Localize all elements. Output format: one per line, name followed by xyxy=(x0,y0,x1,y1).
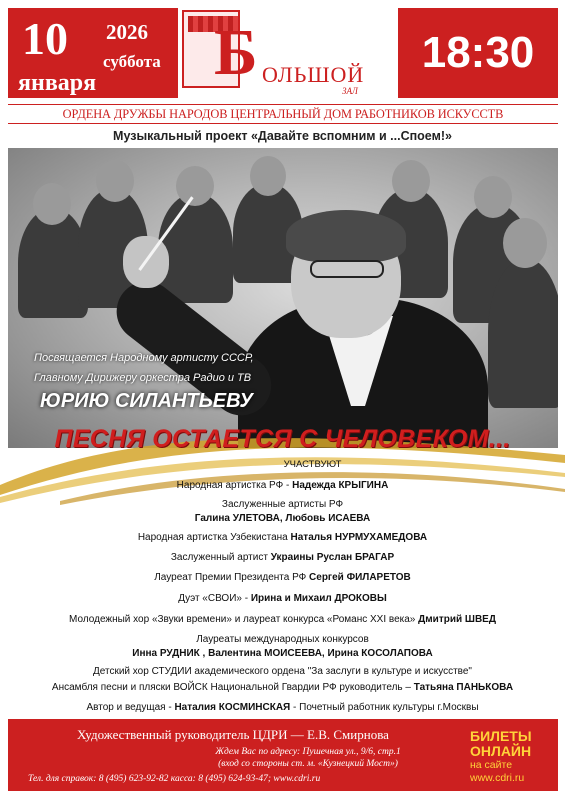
performer-names: Татьяна ПАНЬКОВА xyxy=(413,682,514,693)
performer-names: Дмитрий ШВЕД xyxy=(418,614,496,625)
performer-line xyxy=(0,551,565,564)
performer-names: Наталия КОСМИНСКАЯ xyxy=(174,702,291,713)
musician-head xyxy=(474,176,512,218)
performer-line xyxy=(0,531,565,544)
performer-names: Украины Руслан БРАГАР xyxy=(270,552,395,563)
logo-word: ОЛЬШОЙ xyxy=(262,62,365,87)
performer-names: Надежда КРЫГИНА xyxy=(292,480,389,491)
performer-role: Ансамбля песни и пляски ВОЙСК Национальной Гвардии РФ руководитель – xyxy=(51,682,414,693)
site-link[interactable]: www.cdri.ru xyxy=(470,772,525,784)
performer-role: Заслуженные артисты РФ xyxy=(221,499,344,510)
musician-head xyxy=(176,166,214,206)
musician-head xyxy=(250,156,286,196)
bolshoi-zal-logo xyxy=(182,10,387,100)
header xyxy=(0,0,565,102)
performer-role: Дуэт «СВОИ» - xyxy=(178,593,251,604)
conductor-hair xyxy=(286,210,406,262)
glasses xyxy=(310,260,384,278)
concert-title: ПЕСНЯ ОСТАЕТСЯ С ЧЕЛОВЕКОМ... xyxy=(54,425,511,453)
event-time: 18:30 xyxy=(421,28,535,77)
performer-role: Народная артистка РФ - xyxy=(176,480,293,491)
performer-role: Народная артистка Узбекистана xyxy=(137,532,291,543)
organization-name: ОРДЕНА ДРУЖБЫ НАРОДОВ ЦЕНТРАЛЬНЫЙ ДОМ РАБОТНИКОВ ИСКУССТВ xyxy=(8,104,558,124)
footer xyxy=(8,719,558,791)
performer-line xyxy=(0,498,565,511)
performer-names: Инна РУДНИК , Валентина МОИСЕЕВА, Ирина КОСОЛАПОВА xyxy=(132,648,433,659)
project-name: Музыкальный проект «Давайте вспомним и ...Споем!» xyxy=(113,129,452,143)
musician-head xyxy=(96,160,134,202)
performer-role: Лауреаты международных конкурсов xyxy=(196,634,369,645)
performer-names: Сергей ФИЛАРЕТОВ xyxy=(309,572,411,583)
performer-line xyxy=(0,592,565,605)
performer-suffix: - Почетный работник культуры г.Москвы xyxy=(290,702,479,713)
musician xyxy=(158,193,233,303)
performer-line xyxy=(0,512,565,525)
date-weekday: суббота xyxy=(103,52,161,71)
tickets-online[interactable] xyxy=(470,729,550,785)
contact-phones: Тел. для справок: 8 (495) 623-92-82 касса: 8 (495) 624-93-47; www.cdri.ru xyxy=(28,774,321,784)
performer-names: Ирина и Михаил ДРОКОВЫ xyxy=(250,593,387,604)
artistic-director: Художественный руководитель ЦДРИ — Е.В. Смирнова xyxy=(77,727,389,742)
performer-names: Наталья НУРМУХАМЕДОВА xyxy=(290,532,428,543)
performer-line xyxy=(0,613,565,626)
address-line-2: (вход со стороны ст. м. «Кузнецкий Мост») xyxy=(218,759,398,769)
date-box xyxy=(8,8,178,98)
performer-line xyxy=(0,633,565,646)
musician-head xyxy=(503,218,547,268)
dedication-line-1: Посвящается Народному артисту СССР, xyxy=(34,352,254,364)
performer-line xyxy=(0,571,565,584)
performer-role: Лауреат Премии Президента РФ xyxy=(154,572,310,583)
performer-role: Автор и ведущая - xyxy=(86,702,175,713)
tickets-label: БИЛЕТЫ xyxy=(470,728,532,744)
performer-role: Молодежный хор «Звуки времени» и лауреат конкурса «Романс XXI века» xyxy=(69,614,419,625)
date-day: 10 xyxy=(22,13,68,64)
logo-letter: Б xyxy=(214,16,258,89)
participants-heading: УЧАСТВУЮТ xyxy=(283,459,342,470)
musician-head xyxy=(33,183,71,225)
online-label: ОНЛАЙН xyxy=(470,743,532,759)
honoree-name: ЮРИЮ СИЛАНТЬЕВУ xyxy=(40,390,253,412)
musician-head xyxy=(392,160,430,202)
performer-role: Детский хор СТУДИИ академического ордена "За заслуги в культуре и искусстве" xyxy=(93,666,472,677)
on-site-label: на сайте xyxy=(470,759,513,771)
performer-names: Галина УЛЕТОВА, Любовь ИСАЕВА xyxy=(194,513,371,524)
performer-line xyxy=(0,665,565,678)
performer-line xyxy=(0,681,565,694)
dedication xyxy=(8,348,298,388)
performer-line xyxy=(0,647,565,660)
performer-line xyxy=(0,479,565,492)
performer-line xyxy=(0,701,565,714)
address-line-1: Ждем Вас по адресу: Пушечная ул., 9/6, стр.1 xyxy=(215,747,401,757)
date-year: 2026 xyxy=(106,20,148,44)
musician xyxy=(488,258,558,408)
performer-role: Заслуженный артист xyxy=(170,552,271,563)
dedication-line-2: Главному Дирижеру оркестра Радио и ТВ xyxy=(34,372,252,384)
time-box xyxy=(398,8,558,98)
date-month: января xyxy=(18,70,97,96)
logo-zal: ЗАЛ xyxy=(342,86,358,96)
